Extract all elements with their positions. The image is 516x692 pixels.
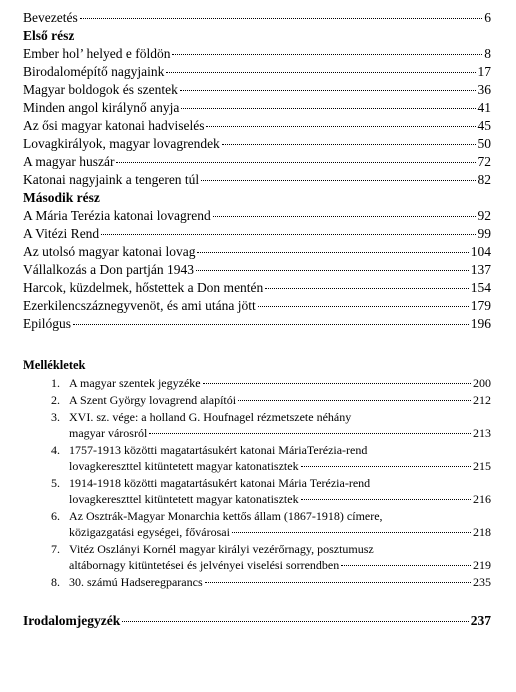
dot-leader bbox=[197, 252, 468, 253]
toc-entry bbox=[23, 46, 491, 64]
dot-leader bbox=[222, 144, 476, 145]
dot-leader bbox=[181, 108, 475, 109]
toc-entry bbox=[23, 244, 491, 262]
appendix-text: magyar városról bbox=[69, 426, 148, 440]
toc-entry-page: 72 bbox=[477, 154, 491, 169]
appendix-item bbox=[23, 393, 491, 409]
appendix-page: 216 bbox=[473, 492, 491, 506]
appendix-body bbox=[69, 542, 491, 574]
toc-entry-page: 17 bbox=[477, 64, 491, 79]
toc-entry-page: 92 bbox=[477, 208, 491, 223]
appendix-text: A Szent György lovagrend alapítói bbox=[69, 393, 237, 407]
dot-leader bbox=[232, 532, 471, 533]
toc-entry bbox=[23, 82, 491, 100]
appendix-text: lovagkereszttel kitüntetett magyar katonatisztek bbox=[69, 492, 299, 506]
toc-entry-label: Bevezetés bbox=[23, 10, 78, 25]
toc-entry-label: Epilógus bbox=[23, 316, 72, 331]
appendix-line bbox=[69, 410, 491, 426]
appendix-page: 213 bbox=[473, 426, 491, 440]
toc-entry-page: 45 bbox=[477, 118, 491, 133]
appendix-item bbox=[23, 376, 491, 392]
toc-entry bbox=[23, 316, 491, 334]
toc-entry-label: Birodalomépítő nagyjaink bbox=[23, 64, 165, 79]
appendix-number: 3. bbox=[51, 410, 60, 424]
dot-leader bbox=[205, 582, 471, 583]
toc-entry bbox=[23, 208, 491, 226]
appendix-text: XVI. sz. vége: a holland G. Houfnagel rézmetszete néhány bbox=[69, 410, 352, 424]
appendix-number: 6. bbox=[51, 509, 60, 523]
appendix-item bbox=[23, 410, 491, 442]
appendix-body bbox=[69, 476, 491, 508]
dot-leader bbox=[301, 466, 471, 467]
toc-entry-page: 99 bbox=[477, 226, 491, 241]
appendices-list bbox=[23, 376, 491, 591]
toc-entry-page: 179 bbox=[470, 298, 491, 313]
dot-leader bbox=[172, 54, 482, 55]
appendix-body bbox=[69, 443, 491, 475]
toc-entry-label: Ember hol’ helyed e földön bbox=[23, 46, 171, 61]
dot-leader bbox=[166, 72, 475, 73]
dot-leader bbox=[258, 306, 469, 307]
appendix-number: 4. bbox=[51, 443, 60, 457]
toc-entry-label: Ezerkilencszáznegyvenöt, és ami utána jött bbox=[23, 298, 256, 313]
appendix-body bbox=[69, 575, 491, 591]
appendix-text: A magyar szentek jegyzéke bbox=[69, 376, 201, 390]
appendix-item bbox=[23, 443, 491, 475]
toc-entry-label: A magyar huszár bbox=[23, 154, 115, 169]
dot-leader bbox=[265, 288, 468, 289]
toc-entry-page: 41 bbox=[477, 100, 491, 115]
toc-entry-page: 196 bbox=[470, 316, 491, 331]
appendix-number: 2. bbox=[51, 393, 60, 407]
appendix-body bbox=[69, 376, 491, 392]
toc-entry-label: Katonai nagyjaink a tengeren túl bbox=[23, 172, 200, 187]
appendix-text: 1914-1918 közötti magatartásukért katonai Mária Terézia-rend bbox=[69, 476, 371, 490]
appendix-number: 7. bbox=[51, 542, 60, 556]
appendix-item bbox=[23, 542, 491, 574]
appendix-line bbox=[69, 575, 491, 591]
appendix-text: 30. számú Hadseregparancs bbox=[69, 575, 203, 589]
part-one-list bbox=[23, 46, 491, 190]
toc-entry-label: Harcok, küzdelmek, hőstettek a Don mentén bbox=[23, 280, 264, 295]
appendix-body bbox=[69, 509, 491, 541]
dot-leader bbox=[301, 499, 471, 500]
dot-leader bbox=[238, 400, 471, 401]
appendix-line bbox=[69, 509, 491, 525]
appendix-line bbox=[69, 393, 491, 409]
appendix-number: 8. bbox=[51, 575, 60, 589]
table-of-contents bbox=[23, 10, 491, 631]
toc-entry bbox=[23, 136, 491, 154]
bibliography-label: Irodalomjegyzék bbox=[23, 613, 121, 628]
dot-leader bbox=[180, 90, 476, 91]
appendix-line bbox=[69, 525, 491, 541]
toc-entry-label: Lovagkirályok, magyar lovagrendek bbox=[23, 136, 220, 151]
toc-entry-label: Vállalkozás a Don partján 1943 bbox=[23, 262, 194, 277]
dot-leader bbox=[73, 324, 469, 325]
appendix-line bbox=[69, 542, 491, 558]
toc-entry bbox=[23, 118, 491, 136]
appendix-page: 212 bbox=[473, 393, 491, 407]
dot-leader bbox=[116, 162, 475, 163]
appendices-heading: Mellékletek bbox=[23, 358, 86, 372]
appendix-line bbox=[69, 443, 491, 459]
dot-leader bbox=[196, 270, 469, 271]
appendix-line bbox=[69, 376, 491, 392]
toc-entry-page: 104 bbox=[470, 244, 491, 259]
bibliography-entry bbox=[23, 613, 491, 631]
appendix-text: Az Osztrák-Magyar Monarchia kettős állam (1867-1918) címere, bbox=[69, 509, 383, 523]
toc-entry-page: 50 bbox=[477, 136, 491, 151]
toc-entry-page: 8 bbox=[484, 46, 491, 61]
dot-leader bbox=[213, 216, 476, 217]
appendix-text: altábornagy kitüntetései és jelvényei viselési sorrendben bbox=[69, 558, 340, 572]
toc-entry-page: 154 bbox=[470, 280, 491, 295]
toc-entry-label: A Vitézi Rend bbox=[23, 226, 100, 241]
toc-entry-label: A Mária Terézia katonai lovagrend bbox=[23, 208, 211, 223]
toc-entry-page: 82 bbox=[477, 172, 491, 187]
dot-leader bbox=[149, 433, 471, 434]
toc-entry-label: Minden angol királynő anyja bbox=[23, 100, 180, 115]
dot-leader bbox=[80, 18, 483, 19]
toc-entry-page: 6 bbox=[484, 10, 491, 25]
part-two-heading: Második rész bbox=[23, 190, 100, 205]
appendix-page: 200 bbox=[473, 376, 491, 390]
toc-entry bbox=[23, 298, 491, 316]
toc-entry-page: 137 bbox=[470, 262, 491, 277]
appendix-number: 5. bbox=[51, 476, 60, 490]
appendix-page: 215 bbox=[473, 459, 491, 473]
dot-leader bbox=[206, 126, 475, 127]
appendix-line bbox=[69, 459, 491, 475]
toc-entry-label: Magyar boldogok és szentek bbox=[23, 82, 178, 97]
appendix-line bbox=[69, 492, 491, 508]
appendix-item bbox=[23, 509, 491, 541]
appendix-page: 218 bbox=[473, 525, 491, 539]
appendix-item bbox=[23, 476, 491, 508]
toc-entry-label: Az utolsó magyar katonai lovag bbox=[23, 244, 196, 259]
dot-leader bbox=[203, 383, 471, 384]
appendix-text: közigazgatási egységei, fővárosai bbox=[69, 525, 230, 539]
appendix-page: 235 bbox=[473, 575, 491, 589]
dot-leader bbox=[201, 180, 475, 181]
toc-entry bbox=[23, 64, 491, 82]
toc-entry bbox=[23, 226, 491, 244]
toc-entry bbox=[23, 10, 491, 28]
toc-entry bbox=[23, 280, 491, 298]
toc-entry bbox=[23, 172, 491, 190]
appendix-item bbox=[23, 575, 491, 591]
appendix-number: 1. bbox=[51, 376, 60, 390]
toc-entry-label: Az ősi magyar katonai hadviselés bbox=[23, 118, 205, 133]
part-two-list bbox=[23, 208, 491, 334]
toc-entry bbox=[23, 262, 491, 280]
appendix-text: Vitéz Oszlányi Kornél magyar királyi vezérőrnagy, posztumusz bbox=[69, 542, 374, 556]
toc-entry bbox=[23, 100, 491, 118]
dot-leader bbox=[122, 621, 469, 622]
appendix-line bbox=[69, 558, 491, 574]
appendix-line bbox=[69, 426, 491, 442]
appendix-page: 219 bbox=[473, 558, 491, 572]
dot-leader bbox=[341, 565, 471, 566]
part-one-heading: Első rész bbox=[23, 28, 75, 43]
dot-leader bbox=[101, 234, 475, 235]
toc-entry-page: 36 bbox=[477, 82, 491, 97]
appendix-text: lovagkereszttel kitüntetett magyar katonatisztek bbox=[69, 459, 299, 473]
appendix-body bbox=[69, 410, 491, 442]
appendix-line bbox=[69, 476, 491, 492]
appendix-text: 1757-1913 közötti magatartásukért katonai MáriaTerézia-rend bbox=[69, 443, 368, 457]
toc-entry bbox=[23, 154, 491, 172]
appendix-body bbox=[69, 393, 491, 409]
bibliography-page: 237 bbox=[470, 613, 491, 628]
